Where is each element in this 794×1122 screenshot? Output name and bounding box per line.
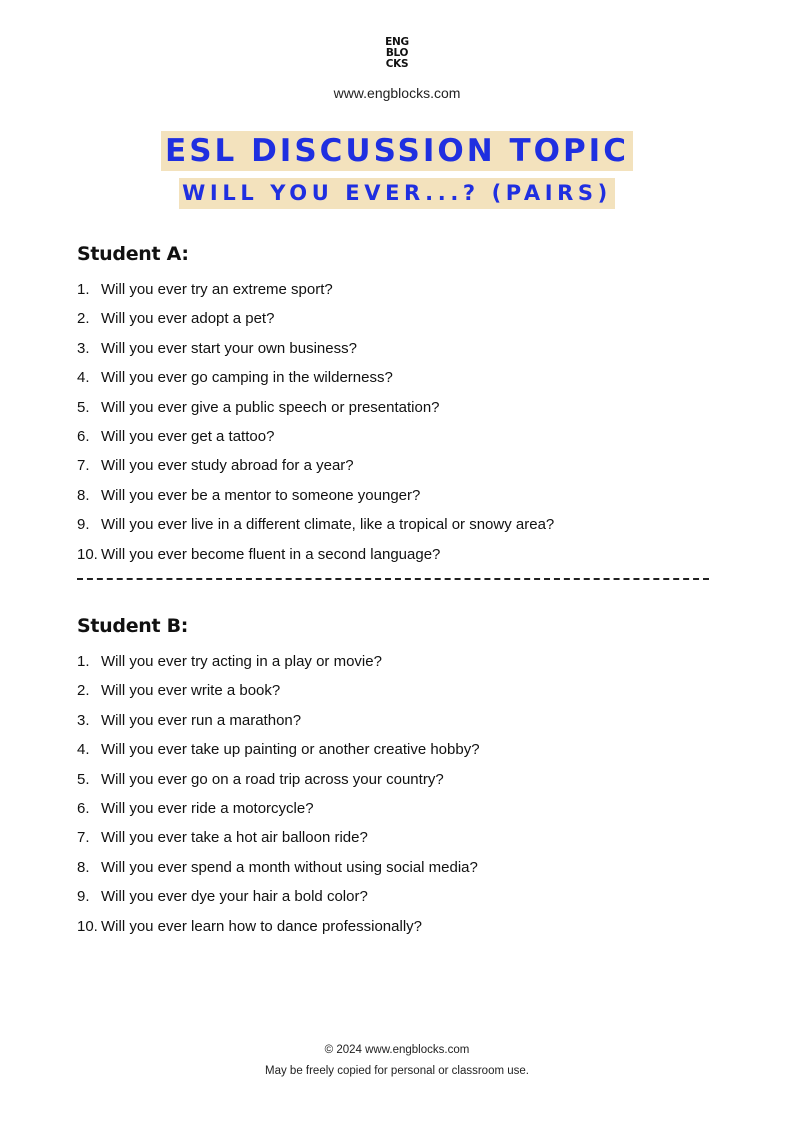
- question-text: Will you ever dye your hair a bold color?: [101, 888, 368, 906]
- question-text: Will you ever ride a motorcycle?: [101, 799, 314, 817]
- question-number: 6.: [77, 427, 90, 445]
- question-number: 5.: [77, 398, 90, 416]
- question-text: Will you ever get a tattoo?: [101, 427, 275, 445]
- question-text: Will you ever live in a different climate, like a tropical or snowy area?: [101, 516, 555, 534]
- question-number: 10.: [77, 545, 98, 563]
- logo-line: ENG: [385, 36, 409, 48]
- question-item: [77, 457, 737, 486]
- subtitle-container: [0, 178, 794, 209]
- question-text: Will you ever try an extreme sport?: [101, 281, 333, 298]
- question-item: [77, 888, 737, 917]
- question-text: Will you ever take a hot air balloon ride?: [101, 829, 368, 847]
- question-number: 6.: [77, 799, 90, 817]
- section-divider: [77, 578, 709, 580]
- question-number: 3.: [77, 711, 90, 729]
- footer-license: May be freely copied for personal or classroom use.: [265, 1065, 529, 1077]
- question-text: Will you ever adopt a pet?: [101, 310, 275, 328]
- footer-copyright: © 2024 www.engblocks.com: [324, 1044, 470, 1056]
- question-text: Will you ever take up painting or another creative hobby?: [101, 741, 480, 759]
- question-item: [77, 712, 737, 741]
- question-number: 1.: [77, 281, 90, 298]
- question-text: Will you ever try acting in a play or movie?: [101, 653, 382, 670]
- question-item: [77, 800, 737, 829]
- question-item: [77, 741, 737, 770]
- question-item: [77, 918, 737, 947]
- question-item: [77, 682, 737, 711]
- question-number: 9.: [77, 516, 90, 534]
- question-number: 8.: [77, 858, 90, 876]
- question-text: Will you ever run a marathon?: [101, 711, 302, 729]
- question-item: [77, 281, 737, 310]
- page-title: ESL DISCUSSION TOPIC: [161, 131, 633, 171]
- question-number: 8.: [77, 486, 90, 504]
- question-item: [77, 369, 737, 398]
- question-text: Will you ever study abroad for a year?: [101, 457, 354, 475]
- question-item: [77, 340, 737, 369]
- question-number: 2.: [77, 310, 90, 328]
- question-text: Will you ever learn how to dance professionally?: [101, 917, 422, 935]
- question-text: Will you ever become fluent in a second language?: [101, 545, 441, 563]
- page-subtitle: WILL YOU EVER...? (PAIRS): [179, 178, 615, 209]
- question-item: [77, 859, 737, 888]
- question-number: 9.: [77, 888, 90, 906]
- question-number: 4.: [77, 369, 90, 387]
- question-item: [77, 771, 737, 800]
- question-text: Will you ever be a mentor to someone younger?: [101, 486, 421, 504]
- question-item: [77, 399, 737, 428]
- question-text: Will you ever write a book?: [101, 682, 281, 700]
- student-b-question-list: [77, 653, 737, 947]
- title-container: [0, 131, 794, 171]
- question-text: Will you ever spend a month without using social media?: [101, 858, 478, 876]
- question-item: [77, 487, 737, 516]
- question-text: Will you ever start your own business?: [101, 339, 357, 357]
- question-number: 5.: [77, 770, 90, 788]
- logo-line: BLO: [385, 47, 409, 59]
- question-number: 1.: [77, 653, 90, 670]
- question-item: [77, 428, 737, 457]
- question-text: Will you ever go camping in the wilderness?: [101, 369, 393, 387]
- student-a-question-list: [77, 281, 737, 575]
- question-number: 7.: [77, 457, 90, 475]
- question-number: 2.: [77, 682, 90, 700]
- question-number: 7.: [77, 829, 90, 847]
- question-number: 10.: [77, 917, 98, 935]
- question-text: Will you ever give a public speech or presentation?: [101, 398, 440, 416]
- question-item: [77, 310, 737, 339]
- question-number: 3.: [77, 339, 90, 357]
- student-a-heading: Student A:: [77, 243, 189, 265]
- student-b-heading: Student B:: [77, 615, 189, 637]
- question-item: [77, 516, 737, 545]
- question-item: [77, 829, 737, 858]
- engblocks-logo: [381, 37, 413, 70]
- logo-line: CKS: [385, 58, 409, 70]
- question-item: [77, 546, 737, 575]
- site-url: www.engblocks.com: [333, 85, 461, 101]
- question-text: Will you ever go on a road trip across your country?: [101, 770, 444, 788]
- question-item: [77, 653, 737, 682]
- question-number: 4.: [77, 741, 90, 759]
